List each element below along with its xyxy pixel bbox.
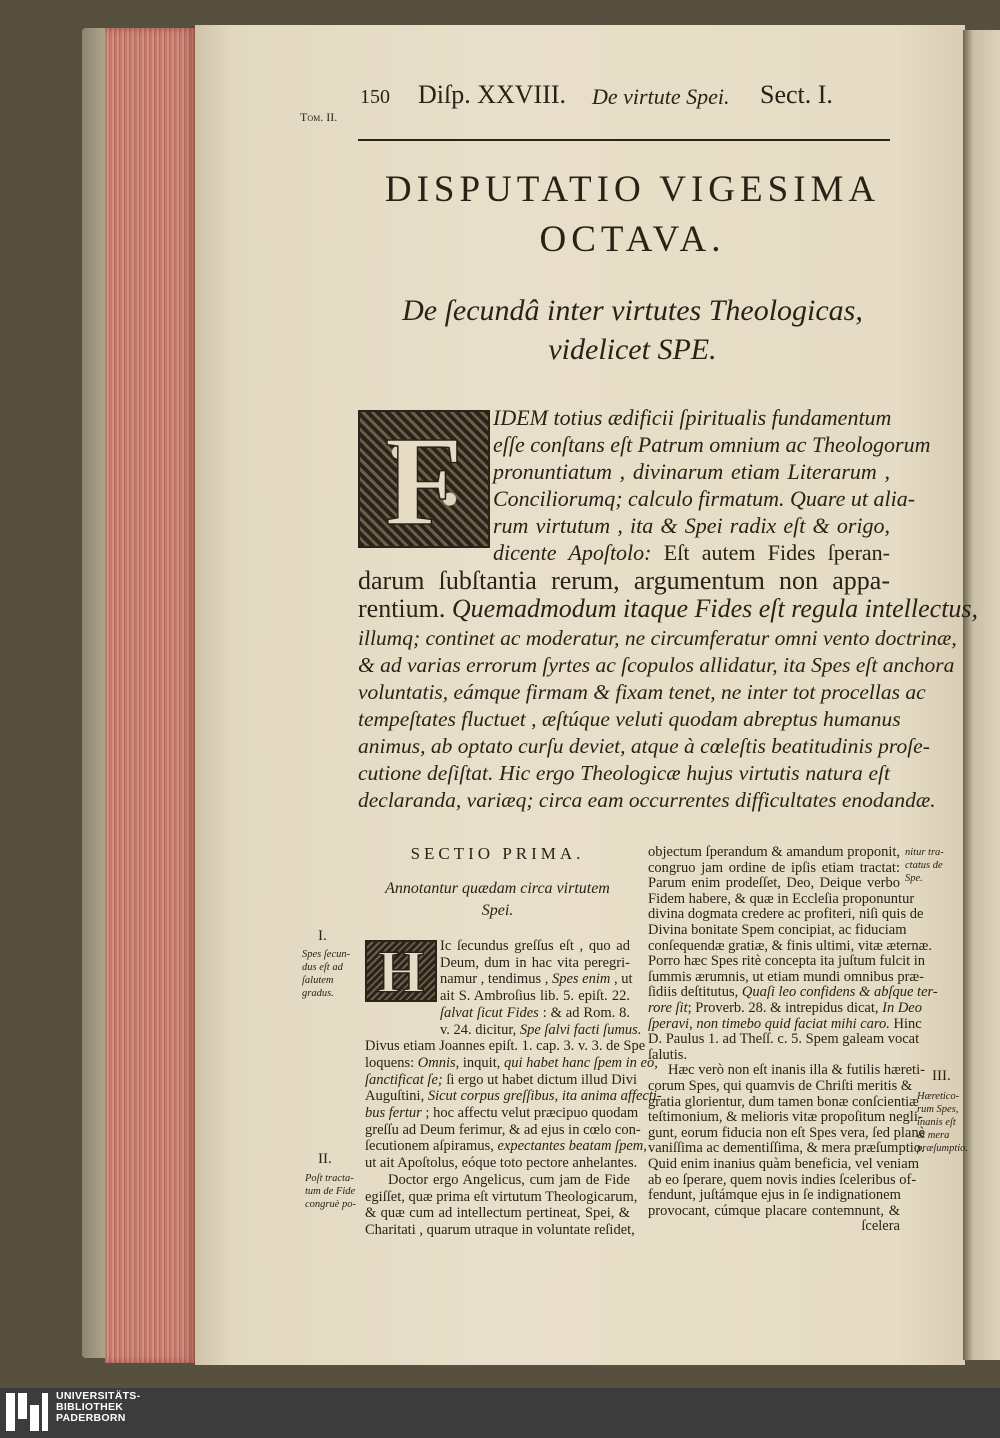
text-line: [440, 1021, 642, 1039]
text-line: [648, 844, 900, 860]
margin-note-line: ctatus de: [905, 860, 943, 871]
roman-text: ut ait Apoſtolus, eóque toto pectore anhelantes.: [365, 1155, 638, 1172]
margin-note-line: præſumptio.: [917, 1143, 969, 1154]
italic-text: qui habet hanc ſpem in eo,: [503, 1054, 658, 1071]
section-heading: SECTIO PRIMA.: [410, 844, 585, 863]
text-line: [648, 922, 907, 938]
roman-text: ſalutis.: [648, 1046, 688, 1063]
italic-text: animus, ab optato curſu deviet, atque à cœleſtis beatitudinis proſe-: [358, 734, 930, 758]
roman-text: namur , tendimus ,: [440, 971, 552, 988]
roman-text: Hæc verò non eſt inanis illa & futilis hæreti-: [668, 1062, 925, 1079]
italic-text: IDEM totius ædificii ſpiritualis fundamentum: [493, 405, 892, 430]
ornamental-drop-cap-h: [365, 939, 437, 1005]
text-line: [365, 1188, 638, 1206]
italic-text: declaranda, variæq; circa eam occurrentes difficultates enodandæ.: [358, 788, 936, 812]
text-line: [440, 1005, 630, 1022]
roman-text: ſummis ærumnis, ut etiam mundi omnibus præ-: [648, 968, 924, 985]
logo-text-line1: UNIVERSITÄTS-: [56, 1390, 141, 1402]
roman-text: egiſſet, quæ prima eſt virtutum Theologicarum,: [365, 1188, 638, 1205]
section-subheading-line1: Annotantur quædam circa virtutem: [385, 880, 610, 897]
text-line: [440, 955, 630, 972]
library-footer-bar: [0, 1388, 1000, 1438]
text-line: [388, 1172, 630, 1189]
italic-text: rore ſit: [648, 1000, 688, 1016]
roman-text: Divina bonitate Spem concipiat, ac fiduciam: [648, 922, 907, 938]
text-line: [648, 1078, 913, 1094]
roman-text: provocant, cúmque placare contemnunt, &: [648, 1202, 900, 1219]
text-line: [648, 1187, 900, 1203]
margin-note-line: Poſt tracta-: [305, 1173, 354, 1184]
italic-text: Quaſi leo confidens & abſque ter-: [741, 984, 938, 1001]
margin-note-number: I.: [318, 928, 327, 944]
roman-text: ; hoc affectu velut præcipuo quodam: [421, 1105, 639, 1121]
text-line: [365, 1121, 641, 1139]
text-line: [358, 624, 957, 652]
italic-text: Spe ſalvi facti ſumus.: [519, 1021, 642, 1038]
roman-text: loquens:: [365, 1054, 418, 1071]
text-line: [493, 459, 890, 485]
roman-text: Doctor ergo Angelicus, cum jam de Fide: [388, 1171, 630, 1188]
roman-text: Deum, dum in hac vita peregri-: [440, 954, 630, 971]
margin-note-line: Spes ſecun-: [302, 949, 351, 960]
text-line: [365, 1155, 638, 1172]
drop-cap-letter: H: [377, 939, 425, 1005]
text-line: [440, 971, 633, 988]
margin-note-line: congruè po-: [305, 1199, 357, 1210]
roman-text: & quæ cum ad intellectum pertineat, Spei, &: [365, 1205, 630, 1222]
roman-text: Fidem habere, & quæ in Eccleſia proponuntur: [648, 890, 915, 907]
text-line: [648, 1203, 900, 1219]
italic-text: Sicut corpus greſſibus, ita anima affecti-: [427, 1088, 662, 1105]
roman-text: greſſu ad Deum ferimur, & ad ejus in cœlo con-: [365, 1121, 641, 1138]
roman-text: fendunt, juſtámque ejus in ſe indignationem: [648, 1187, 901, 1204]
text-line: [493, 540, 890, 566]
roman-text: , inquit,: [455, 1054, 504, 1071]
text-line: [358, 759, 890, 787]
roman-text: gratia glorientur, dum tamen bonæ conſcientiæ: [648, 1093, 919, 1110]
text-line: [648, 1031, 920, 1048]
roman-text: vaniſſima ac dementiſſima, & mera præſumptio.: [648, 1140, 925, 1157]
margin-note-line: nitur tra-: [905, 847, 944, 858]
roman-text: ab eo ſperare, quem novis indies ſceleribus of-: [648, 1171, 917, 1188]
volume-label: Tom. II.: [300, 110, 338, 124]
text-line: [648, 1047, 900, 1063]
text-line: [648, 1171, 917, 1188]
text-line: [648, 1124, 926, 1141]
roman-text: ſi ergo ut habet dictum illud Divi: [442, 1071, 637, 1088]
margin-note-line: dus eſt ad: [302, 962, 343, 973]
margin-note-line: & mera: [917, 1130, 950, 1141]
text-line: [648, 875, 900, 891]
roman-text: ait S. Ambroſius lib. 5. epiſt. 22.: [440, 988, 630, 1005]
text-line: [365, 1205, 630, 1222]
italic-text: Omnis: [417, 1054, 456, 1071]
text-line: [365, 1088, 662, 1105]
margin-note-line: rum Spes,: [917, 1104, 959, 1115]
header-rule: [358, 139, 890, 141]
italic-text: expectantes beatam ſpem: [497, 1138, 644, 1155]
text-line: [648, 1140, 925, 1157]
italic-text: tempeſtates fluctuet , æſtúque veluti quodam abreptus humanus: [358, 707, 901, 731]
disputation-title-line1: DISPUTATIO VIGESIMA: [384, 169, 881, 210]
margin-note-line: inanis eſt: [917, 1117, 956, 1128]
roman-text: , ut: [610, 971, 633, 988]
roman-text: ; Proverb. 28. & intrepidus dicat,: [687, 1000, 883, 1016]
italic-text: & ad varias errorum ſyrtes ac ſcopulos allidatur, ita Spes eſt anchora: [358, 653, 955, 677]
roman-text: ſidiis deſtitutus,: [648, 984, 742, 1001]
roman-text: Parum enim prodeſſet, Deo, Deique verbo: [648, 875, 900, 892]
text-line: [365, 1054, 658, 1072]
section-label: Sect. I.: [760, 80, 833, 109]
text-line: [358, 594, 979, 623]
roman-text: teſtimonium, & melioris vitæ propoſitum negli-: [648, 1109, 923, 1126]
text-line: [358, 651, 955, 679]
page-block-edge: [105, 28, 197, 1363]
text-line: [648, 906, 924, 923]
disputation-subtitle-line1: De ſecundâ inter virtutes Theologicas,: [402, 294, 863, 327]
disputation-subtitle-line2: videlicet SPE.: [548, 333, 717, 366]
text-line: [365, 1105, 639, 1122]
text-line: [440, 938, 630, 955]
italic-text: ſanctificat ſe;: [365, 1071, 443, 1088]
text-line: [648, 1218, 900, 1234]
ornamental-drop-cap-f: [358, 410, 490, 552]
margin-note-number: III.: [932, 1068, 951, 1084]
margin-note-line: gradus.: [302, 988, 334, 999]
italic-text: cutione deſiſtat. Hic ergo Theologicæ hujus virtutis natura eſt: [358, 761, 890, 785]
roman-text: Hinc: [889, 1015, 922, 1032]
roman-text: rentium.: [358, 594, 452, 623]
text-line: [365, 1138, 647, 1155]
roman-text: Divus etiam Joannes epiſt. 1. cap. 3. v. 3. de Spe: [365, 1038, 646, 1055]
roman-text: darum ſubſtantia rerum, argumentum non appa-: [358, 566, 890, 595]
text-line: [358, 678, 926, 706]
italic-text: illumq; continet ac moderatur, ne circumferatur omni vento doctrinæ,: [358, 626, 957, 650]
logo-text-line2: BIBLIOTHEK: [56, 1401, 124, 1413]
running-title: De virtute Spei.: [592, 84, 730, 109]
text-line: [358, 567, 890, 595]
roman-text: objectum ſperandum & amandum proponit,: [648, 844, 900, 860]
section-subheading-line2: Spei.: [481, 902, 514, 919]
text-line: [648, 968, 924, 985]
logo-text-line3: PADERBORN: [56, 1412, 126, 1424]
roman-text: ſcelera: [861, 1218, 900, 1235]
margin-note-line: Spe.: [905, 873, 923, 884]
text-line: [365, 1221, 635, 1239]
disputation-label: Diſp. XXVIII.: [418, 80, 567, 109]
roman-text: : & ad Rom. 8.: [538, 1004, 630, 1021]
facing-page-edge: [963, 30, 1000, 1360]
roman-text: Eſt autem Fides ſperan-: [663, 540, 890, 565]
text-line: [648, 890, 915, 907]
italic-text: ſalvat ſicut Fides: [440, 1004, 539, 1021]
italic-text: ſperavi, non timebo quid faciat mihi caro.: [648, 1015, 890, 1032]
italic-text: In Deo: [882, 1000, 922, 1016]
roman-text: Auguſtini,: [365, 1088, 428, 1105]
roman-text: v. 24. dicitur,: [440, 1021, 520, 1038]
italic-text: Quemadmodum itaque Fides eſt regula intellectus,: [451, 594, 979, 623]
text-line: [668, 1062, 925, 1079]
italic-text: pronuntiatum , divinarum etiam Literarum ,: [493, 459, 890, 484]
roman-text: Quid enim inanius quàm beneficia, vel veniam: [648, 1156, 919, 1172]
text-line: [648, 1093, 919, 1110]
text-line: [358, 705, 901, 733]
margin-note-line: tum de Fide: [305, 1186, 356, 1197]
text-line: [493, 513, 890, 539]
roman-text: Ic ſecundus greſſus eſt , quo ad: [440, 938, 630, 954]
italic-text: dicente Apoſtolo:: [493, 540, 664, 565]
text-line: [648, 984, 938, 1001]
text-line: [493, 486, 916, 512]
text-line: [648, 1015, 922, 1032]
margin-note-line: Hæretico-: [917, 1091, 960, 1102]
roman-text: congruo jam ordine de ipſis etiam tractat:: [648, 859, 900, 876]
roman-text: conſequendæ gratiæ, & finis ultimi, vitæ æternæ.: [648, 937, 932, 954]
text-line: [358, 732, 930, 760]
text-line: [648, 1109, 923, 1126]
text-line: [493, 405, 890, 431]
text-line: [648, 1000, 922, 1016]
text-line: [365, 1071, 637, 1089]
roman-text: D. Paulus 1. ad Theſſ. c. 5. Spem galeam vocat: [648, 1031, 920, 1048]
italic-text: Conciliorumq; calculo firmatum. Quare ut alia-: [493, 486, 916, 511]
italic-text: voluntatis, eámque firmam & fixam tenet, ne inter tot procellas ac: [358, 680, 926, 704]
italic-text: bus fertur: [365, 1105, 422, 1121]
text-line: [648, 937, 932, 954]
italic-text: Spes enim: [551, 971, 611, 988]
page-number: 150: [360, 86, 390, 108]
text-line: [648, 1156, 919, 1172]
italic-text: rum virtutum , ita & Spei radix eſt & origo,: [493, 513, 890, 538]
text-line: [648, 860, 900, 876]
margin-note-number: II.: [318, 1151, 332, 1167]
roman-text: ,: [643, 1138, 647, 1155]
text-line: [440, 988, 630, 1005]
roman-text: gunt, eorum fiducia non eſt Spes vera, ſed planè: [648, 1124, 926, 1141]
text-line: [358, 786, 936, 814]
margin-note-line: ſalutem: [302, 975, 334, 986]
drop-cap-letter: F: [384, 410, 464, 552]
disputation-title-line2: OCTAVA.: [539, 219, 726, 260]
italic-text: eſſe conſtans eſt Patrum omnium ac Theologorum: [493, 432, 931, 457]
text-line: [648, 953, 926, 970]
roman-text: ſecutionem aſpiramus,: [365, 1138, 498, 1155]
text-line: [365, 1038, 646, 1055]
roman-text: divina dogmata credere ac profiteri, niſi quis de: [648, 906, 924, 923]
roman-text: corum Spes, qui quamvis de Chriſti meritis &: [648, 1078, 913, 1094]
roman-text: Porro hæc Spes ritè concepta ita juſtum fulcit in: [648, 953, 926, 970]
text-line: [493, 432, 931, 458]
roman-text: Charitati , quarum utraque in voluntate reſidet,: [365, 1221, 635, 1238]
